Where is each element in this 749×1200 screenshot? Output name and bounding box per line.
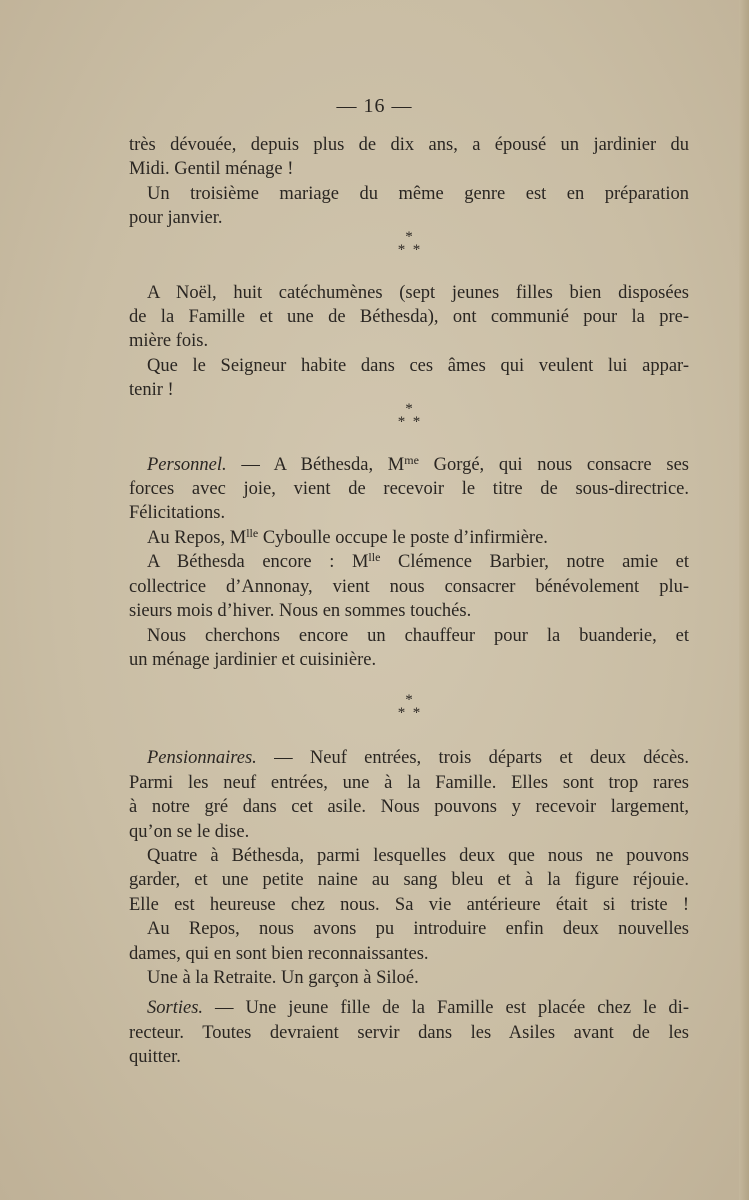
section-label: Sorties. <box>147 998 204 1019</box>
text-line <box>129 550 689 574</box>
asterism: * * * <box>397 400 421 430</box>
text-line: Elle est heureuse chez nous. Sa vie antérieure était si triste ! <box>129 894 689 915</box>
text-span: Cyboulle occupe le poste d’infirmière. <box>258 527 548 548</box>
text-span: Gorgé, qui nous consacre ses <box>418 454 689 475</box>
superscript: me <box>404 452 419 467</box>
text-line: Parmi les neuf entrées, une à la Famille. Elles sont trop rares <box>129 772 689 793</box>
text-span: Au Repos, M <box>147 527 247 548</box>
text-line: un ménage jardinier et cuisinière. <box>129 649 377 670</box>
text-line: Quatre à Béthesda, parmi lesquelles deux que nous ne pouvons <box>147 845 689 866</box>
text-span: — Neuf entrées, trois départs et deux décès. <box>256 748 689 769</box>
text-line: recteur. Toutes devraient servir dans les Asiles avant de les <box>129 1022 689 1043</box>
text-line: tenir ! <box>129 380 174 401</box>
section-separator <box>129 228 689 261</box>
text-span: — Une jeune fille de la Famille est placée chez le di- <box>203 998 689 1019</box>
text-line: Que le Seigneur habite dans ces âmes qui veulent lui appar- <box>147 355 689 376</box>
superscript: lle <box>368 550 381 565</box>
text-line: quitter. <box>129 1047 181 1068</box>
text-span: — A Béthesda, M <box>226 454 405 475</box>
asterism: * * * <box>397 228 421 258</box>
text-line: Une à la Retraite. Un garçon à Siloé. <box>147 967 419 988</box>
page-number: — 16 — <box>336 95 413 117</box>
section-label: Personnel. <box>147 454 227 475</box>
text-line: mière fois. <box>129 331 209 352</box>
section-separator <box>129 694 689 724</box>
text-line: pour janvier. <box>129 208 223 229</box>
text-line: Un troisième mariage du même genre est en préparation <box>147 183 689 204</box>
section-label: Pensionnaires. <box>147 748 257 769</box>
text-line: garder, et une petite naine au sang bleu et à la figure réjouie. <box>129 870 689 891</box>
text-line: Midi. Gentil ménage ! <box>129 159 294 180</box>
text-line-pensionnaires <box>129 746 689 770</box>
text-line: forces avec joie, vient de recevoir le titre de sous-directrice. <box>129 479 689 500</box>
text-line: Au Repos, nous avons pu introduire enfin deux nouvelles <box>147 919 689 940</box>
superscript: lle <box>246 525 259 540</box>
asterism: * * * <box>397 692 421 722</box>
text-span: A Béthesda encore : M <box>147 552 369 573</box>
text-line: dames, qui en sont bien reconnaissantes. <box>129 943 429 964</box>
text-line-personnel <box>129 453 689 477</box>
page-edge <box>739 0 749 1200</box>
text-span: Clémence Barbier, notre amie et <box>380 552 689 573</box>
text-line <box>129 526 689 550</box>
text-line: collectrice d’Annonay, vient nous consacrer bénévolement plu- <box>129 576 689 597</box>
text-line: à notre gré dans cet asile. Nous pouvons y recevoir largement, <box>129 797 689 818</box>
text-line: qu’on se le dise. <box>129 821 250 842</box>
text-line: de la Famille et une de Béthesda), ont communié pour la pre- <box>129 307 689 328</box>
text-line: sieurs mois d’hiver. Nous en sommes touchés. <box>129 601 472 622</box>
body-text <box>129 133 689 1070</box>
text-line-sorties <box>129 996 689 1020</box>
text-line: Nous cherchons encore un chauffeur pour la buanderie, et <box>147 625 689 646</box>
section-separator <box>129 400 689 433</box>
text-line: très dévouée, depuis plus de dix ans, a épousé un jardinier du <box>129 135 689 155</box>
text-line: Félicitations. <box>129 503 226 524</box>
text-line: A Noël, huit catéchumènes (sept jeunes filles bien disposées <box>147 282 689 303</box>
